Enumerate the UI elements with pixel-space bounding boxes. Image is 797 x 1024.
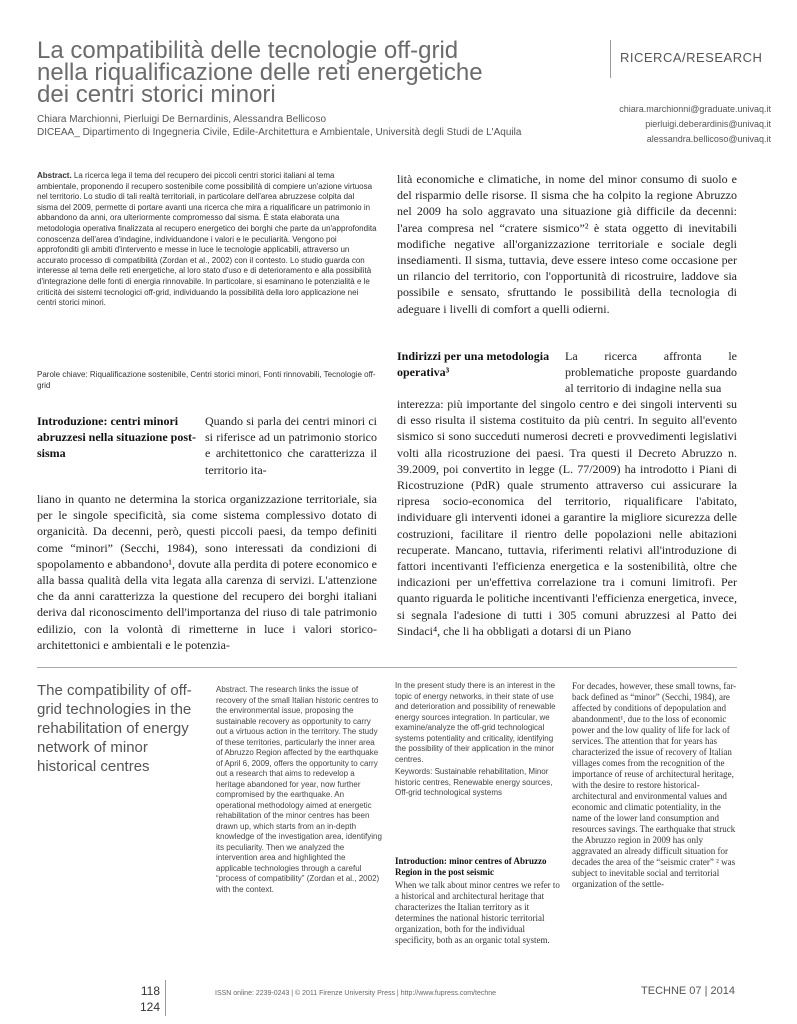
english-right-column: For decades, however, these small towns, far-back defined as “minor” (Secchi, 1984), are affected by conditions of depopulation and abandonment¹, due to the loss of economic power and the low quality of life for lack of services. The attention that for years has characterized the issue of recovery of Italian villages comes from the recognition of the importance of reuse of architectural heritage, with the desire to restore historical-architectural and environmental values and economic and climatic potentiality, in the name of the lower land consumption and resources savings. The earthquake that struck the Abruzzo region in 2009 has only aggravated an already difficult situation for decades the area of the “seismic crater” ² was subject to inevitable social and territorial organization of the settle- (572, 681, 737, 889)
page-number: 118 (140, 984, 160, 998)
keywords-it: Parole chiave: Riqualificazione sostenibile, Centri storici minori, Fonti rinnovabili, Tecnologie off-grid (37, 370, 376, 390)
english-abstract-continued (395, 681, 560, 799)
english-abstract: Abstract. The research links the issue of recovery of the small Italian historic centres to the environmental issue, proposing the sustainable recovery as opportunity to carry out a virtuous action in the territory. The study of these territories, particularly the inner area of Abruzzo Region affected by the earthquake of April 6, 2009, offers the opportunity to carry out a research that aims to redevelop a heritage abandoned for year, now further compromised by the earthquake. An operational methodology aimed at energetic rehabilitation of the minor centres has been drawn up, which starts from an in-depth knowledge of the investigation area, identifying its peculiarity. Then we analyzed the intervention area and highlighted the applicable technologies through a careful “process of compatibility” (Zordan et al., 2002) with the context. (216, 685, 382, 894)
english-intro-body: When we talk about minor centres we refer to a historical and architectural heritage that characterizes the Italian territory as it determines the national historic territorial organization, both for the individual specificity, both as an organic total system. (395, 880, 560, 945)
divider (37, 667, 737, 668)
title-line-3: dei centri storici minori (37, 81, 276, 108)
author-emails (619, 102, 771, 147)
intro-heading: Introduzione: centri minori abruzzesi nella situazione post-sisma (37, 414, 196, 460)
abstract-text: La ricerca lega il tema del recupero dei piccoli centri storici italiani al tema ambientale, proponendo il recupero sostenibile come possibilità di compiere un'azione virtuosa nel territorio. Lo studio di tali realtà territoriali, in particolare dell'area abruzzese colpita dal sisma del 2009, permette di portare avanti una ricerca che mira a riqualificare un patrimonio in abbandono da anni, ora ulteriormente compromesso dal sisma. È stata elaborata una metodologia operativa finalizzata al recupero energetico dei borghi che parte da un'approfondita conoscenza dell'area d'indagine, individuandone i valori e le peculiarità. Vengono poi approfonditi gli ambiti d'intervento e messe in luce le tecnologie applicabili, attraverso un accurato processo di compatibilità (Zordan et al., 2002) con il contesto. Lo studio guarda con interesse al tema delle reti energetiche, al loro stato d'uso e di deterioramento e alla possibilità d'integrazione delle fonti di energia rinnovabile. In particolare, si esaminano le potenzialità e le criticità dei sistemi tecnologici off-grid, individuando la possibilità della loro applicazione nei centri storici minori. (37, 171, 377, 308)
abstract-label: Abstract. (37, 171, 72, 180)
email-2[interactable]: pierluigi.deberardinis@univaq.it (645, 119, 771, 129)
affiliation: DICEAA_ Dipartimento di Ingegneria Civile, Edile-Architettura e Ambientale, Università degli Studi de L'Aquila (37, 127, 522, 138)
page-numbers (135, 983, 160, 1015)
english-mid-text: In the present study there is an interest in the topic of energy networks, in their state of use and deterioration and possibility of renewable energy sources integration. In particular, we examine/analyze the off-grid technological systems potentiality and criticality, identifying the possibility of their application in the minor centres. (395, 681, 556, 764)
title-line-2: nella riqualificazione delle reti energetiche (37, 59, 483, 86)
right-column-top: lità economiche e climatiche, in nome del minor consumo di suolo e del risparmio delle risorse. Il sisma che ha colpito la regione Abruzzo nel 2009 ha solo aggravato una situazione già difficile da decenni: l'area compresa nel “cratere sismico”² è stata oggetto di inevitabili modifiche negative all'organizzazione territoriale e sociale degli insediamenti. Il sisma, tuttavia, deve essere inteso come occasione per un rilancio del territorio, con l'opportunità di ricostruire, laddove sia possibile e sensato, sfruttando le possibilità della tecnologia di adeguare i livelli di comfort a quelli odierni. (397, 172, 737, 316)
section-tag: RICERCA/RESEARCH (620, 50, 763, 65)
methodology-body: interezza: più importante del singolo centro e dei singoli interventi su di esso risulta il sistema costituito da più centri. In seguito all'evento sismico si sono succeduti numerosi decreti e provvedimenti legislativi volti alla ricostruzione dei paesi. Tra questi il Decreto Abruzzo n. 39.2009, poi convertito in legge (L. 77/2009) ha introdotto i Piani di Ricostruzione (PdR) quale strumento attraverso cui assicurare la ripresa socio-economica del territorio, riqualificare l'abitato, individuare gli interventi idonei a garantire la migliore sicurezza delle costruzioni, facilitare il rientro delle popolazioni nelle abitazioni recuperate. Mancano, tuttavia, riferimenti relativi all'introduzione di fattori incentivanti l'efficienza energetica e la sostenibilità, oltre che indicazioni per un'effettiva correlazione tra i comuni limitrofi. Per quanto riguarda le politiche incentivanti l'efficienza energetica, invece, si segnala l'adesione di tutti i 305 comuni abruzzesi al Patto dei Sindaci⁴, che li ha obbligati a dotarsi di un Piano (397, 397, 737, 638)
issn-footer: ISSN online: 2239-0243 | © 2011 Firenze University Press | http://www.fupress.com/techne (215, 990, 497, 997)
english-intro-heading: Introduction: minor centres of Abruzzo Region in the post seismic (395, 856, 547, 877)
title-line-1: La compatibilità delle tecnologie off-grid (37, 37, 459, 64)
article-title (37, 37, 577, 108)
abstract-it (37, 171, 377, 309)
email-1[interactable]: chiara.marchionni@graduate.univaq.it (619, 104, 771, 114)
intro-side-text: Quando si parla dei centri minori ci si riferisce ad un patrimonio storico e architettonico che caratterizza il territorio ita- (205, 414, 377, 477)
methodology-side-text: La ricerca affronta le problematiche proposte guardando al territorio di indagine nella sua (565, 349, 737, 396)
page-number-alt: 124 (139, 1000, 160, 1014)
email-3[interactable]: alessandra.bellicoso@univaq.it (646, 134, 771, 144)
english-title: The compatibility of off-grid technologies in the rehabilitation of energy network of minor historical centres (37, 682, 192, 775)
english-keywords: Keywords: Sustainable rehabilitation, Minor historic centres, Renewable energy sources, Off-grid technological systems (395, 767, 553, 797)
page-divider (165, 980, 166, 1016)
authors: Chiara Marchionni, Pierluigi De Bernardinis, Alessandra Bellicoso (37, 114, 327, 125)
section-divider (610, 40, 611, 78)
journal-name: TECHNE 07 | 2014 (641, 985, 735, 997)
intro-body: liano in quanto ne determina la storica organizzazione territoriale, sia per le singole specificità, sia come sistema complessivo dotato di organicità. Da decenni, però, questi piccoli paesi, da tempo definiti come “minori” (Secchi, 1984), sono interessati da condizioni di spopolamento e abbandono¹, dovute alla perdita di potere economico e alla bassa qualità della vita legata alla carenza di servizi. L'attenzione che da anni caratterizza la questione del recupero dei borghi italiani deriva dal riconoscimento dell'importanza del riuso di tale patrimonio edilizio, con la volontà di rimetterne in luce i valori storico-architettonici e ambientali e le potenzia- (37, 492, 377, 652)
methodology-heading: Indirizzi per una metodologia operativa³ (397, 349, 550, 379)
